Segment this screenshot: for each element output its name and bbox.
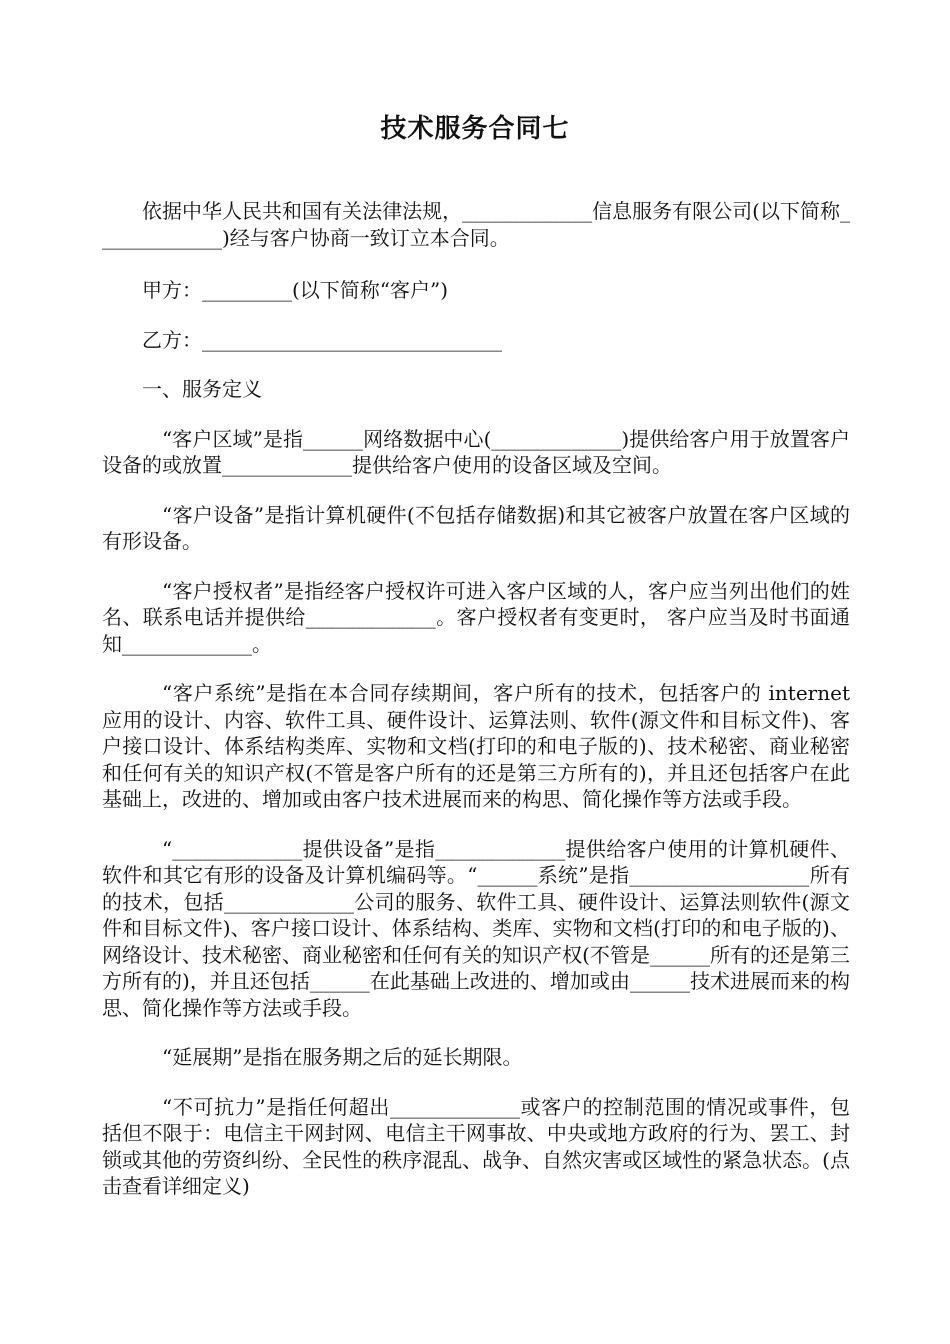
document-body — [102, 198, 850, 1223]
document-title: 技术服务合同七 — [380, 114, 570, 144]
paragraph-customer-system: “客户系统”是指在本合同存续期间，客户所有的技术，包括客户的 internet 应用的设计、内容、软件工具、硬件设计、运算法则、软件(源文件和目标文件)、客户接口设计、体系结构类库、实物和文档(打印的和电子版的)、技术秘密、商业秘密和任何有关的知识产权(不管是客户所有的还是第三方所有的)，并且还包括客户在此基础上，改进的、增加或由客户技术进展而来的构思、简化操作等方法或手段。 — [102, 681, 850, 811]
section-heading-service-definition: 一、服务定义 — [142, 377, 262, 401]
paragraph-force-majeure: “不可抗力”是指任何超出_____________或客户的控制范围的情况或事件，包括但不限于：电信主干网封网、电信主干网事故、中央或地方政府的行为、罢工、封锁或其他的劳资纠纷、全民性的秩序混乱、战争、自然灾害或区域性的紧急状态。(点击查看详细定义) — [102, 1094, 850, 1198]
paragraph-customer-area: “客户区域”是指______网络数据中心(_____________)提供给客户用于放置客户设备的或放置_____________提供给客户使用的设备区域及空间。 — [102, 426, 850, 477]
paragraph-customer-authorized: “客户授权者”是指经客户授权许可进入客户区域的人，客户应当列出他们的姓名、联系电话并提供给_____________。客户授权者有变更时， 客户应当及时书面通知_____________。 — [102, 578, 850, 656]
paragraph-preamble: 依据中华人民共和国有关法律法规，_____________信息服务有限公司(以下简称_____________)经与客户协商一致订立本合同。 — [102, 199, 850, 250]
paragraph-party-b: 乙方：______________________________ — [142, 327, 502, 352]
paragraph-party-a: 甲方：_________(以下简称“客户”) — [142, 278, 449, 302]
paragraph-extension-period: “延展期”是指在服务期之后的延长期限。 — [162, 1045, 523, 1069]
paragraph-customer-equipment: “客户设备”是指计算机硬件(不包括存储数据)和其它被客户放置在客户区域的有形设备。 — [102, 502, 850, 553]
paragraph-provided-equipment: “_____________提供设备”是指_____________提供给客户使用的计算机硬件、软件和其它有形的设备及计算机编码等。“______系统”是指__________________所有的技术，包括_____________公司的服务、软件工具、硬件设计、运算法则软件(源文件和目标文件)、客户接口设计、体系结构、类库、实物和文档(打印的和电子版的)、网络设计、技术秘密、商业秘密和任何有关的知识产权(不管是______所有的还是第三方所有的)，并且还包括______在此基础上改进的、增加或由______技术进展而来的构思、简化操作等方法或手段。 — [102, 836, 850, 1020]
